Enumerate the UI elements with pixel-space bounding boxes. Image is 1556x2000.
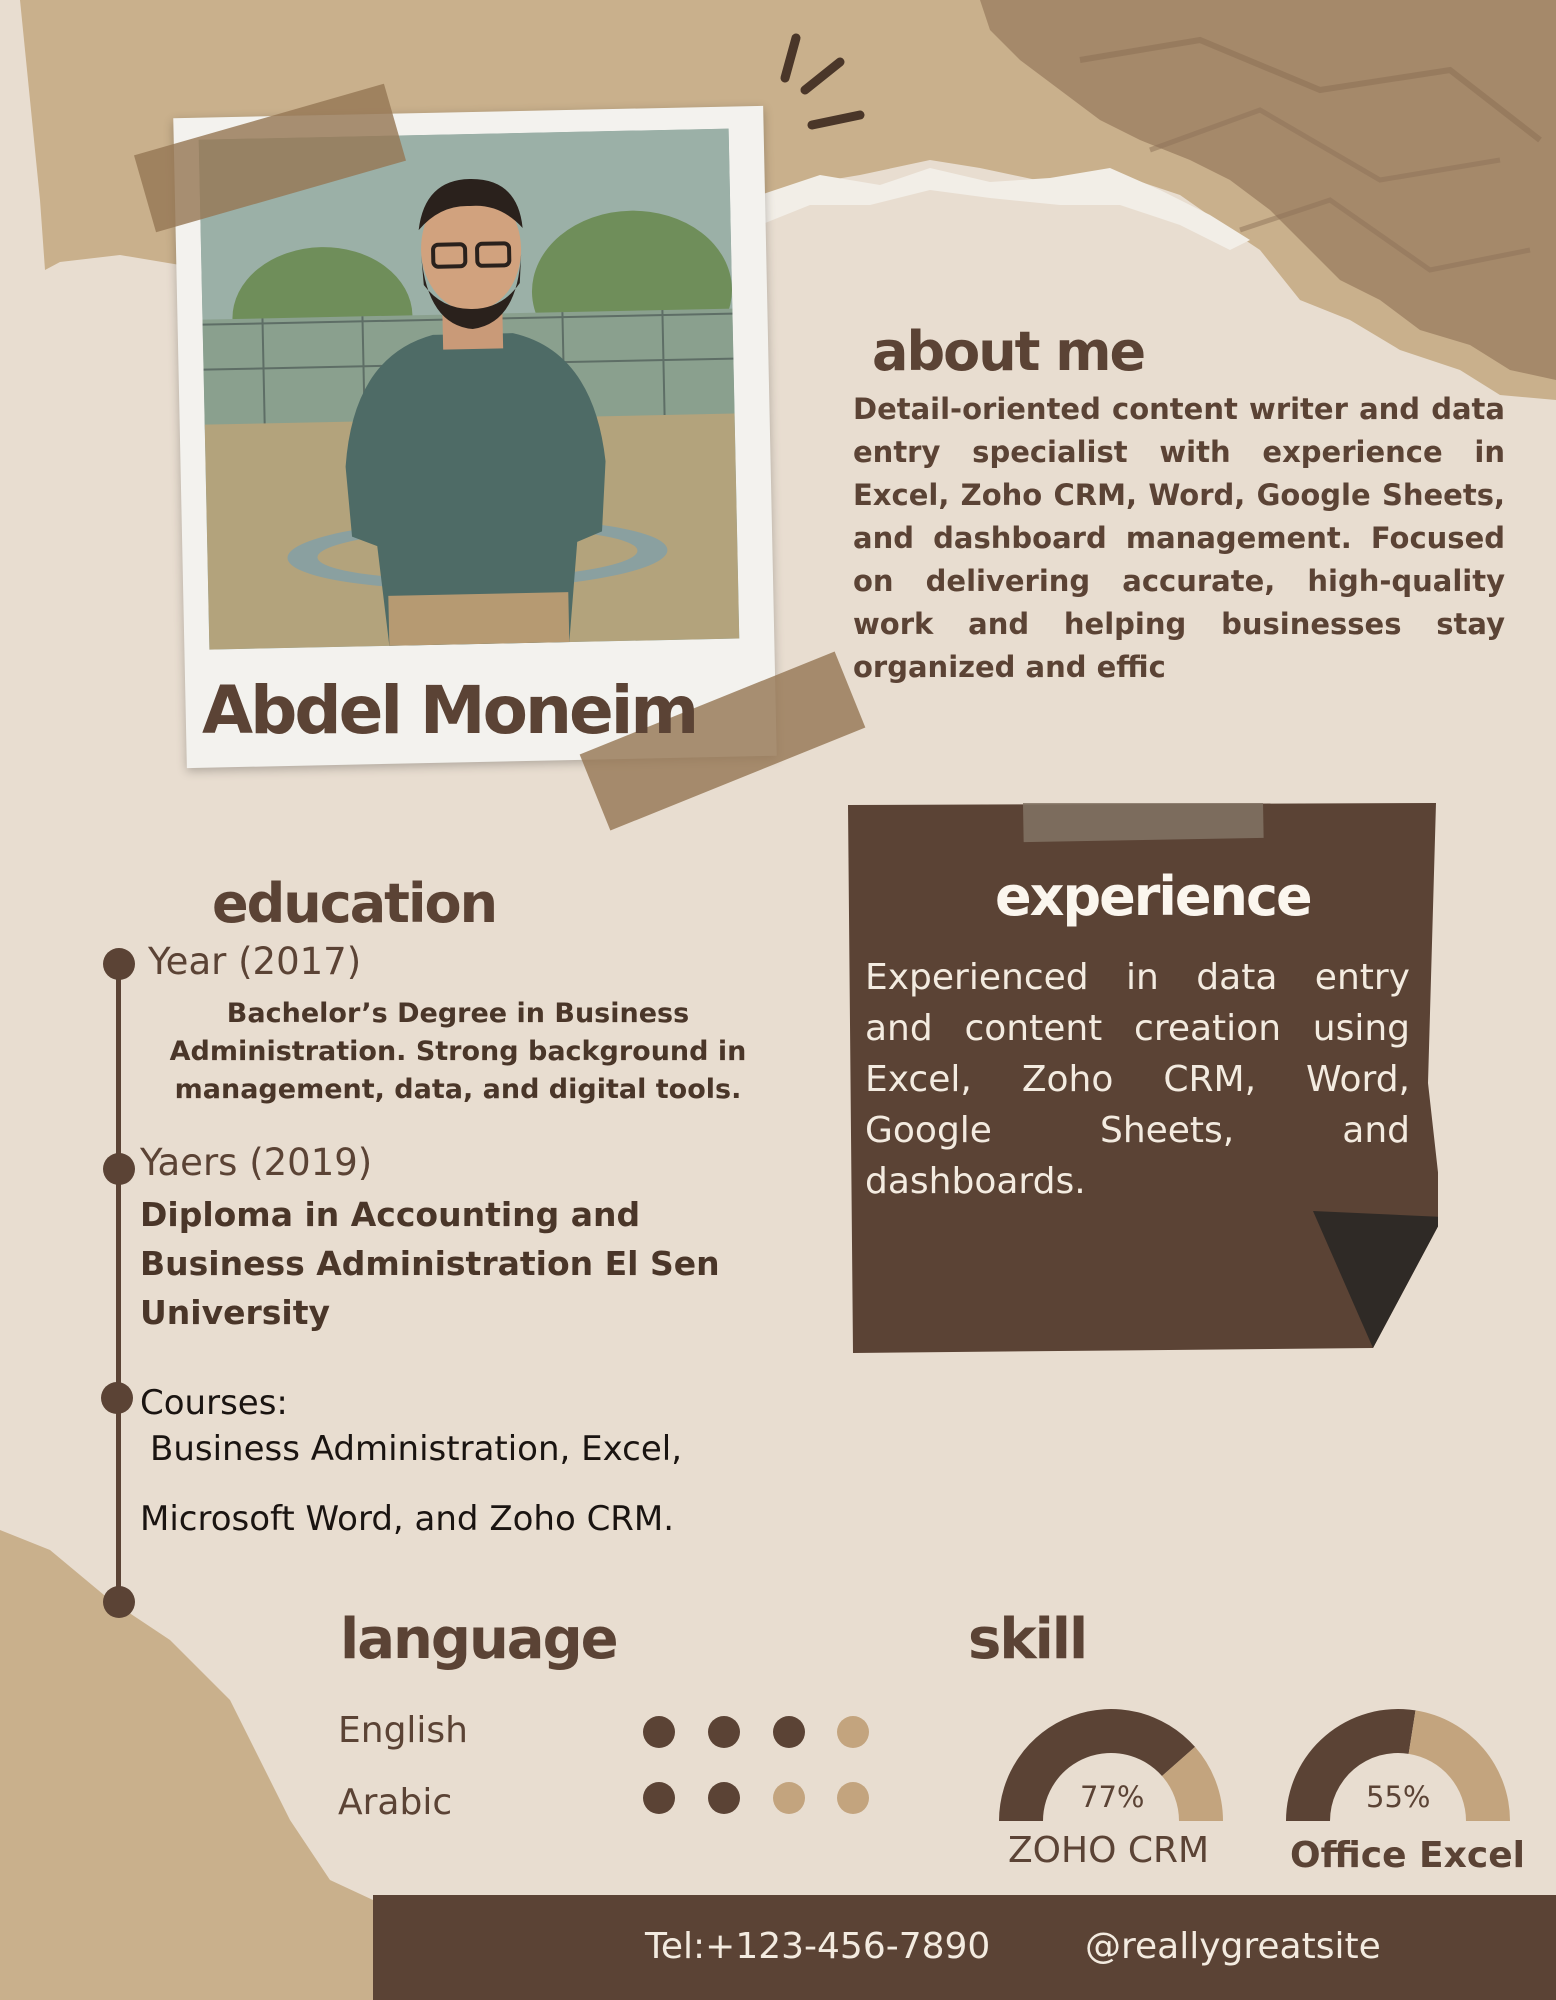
education-year-2: Yaers (2019): [140, 1141, 373, 1184]
profile-photo: [199, 129, 740, 650]
skill-label-zoho: ZOHO CRM: [1008, 1830, 1210, 1871]
courses-line-1: Business Administration, Excel,: [150, 1429, 683, 1469]
courses-line-2: Microsoft Word, and Zoho CRM.: [140, 1499, 675, 1539]
courses-block: [140, 1380, 780, 1542]
profile-polaroid: [173, 106, 776, 768]
language-dot: [773, 1716, 805, 1748]
skill-percent-zoho: 77%: [1080, 1780, 1145, 1814]
footer-phone: Tel:+123-456-7890: [645, 1926, 991, 1967]
footer-website: @reallygreatsite: [1085, 1926, 1381, 1967]
skill-percent-excel: 55%: [1366, 1780, 1431, 1814]
timeline-dot: [103, 1153, 135, 1185]
language-title: language: [340, 1607, 617, 1672]
experience-title: experience: [995, 865, 1311, 928]
language-dot: [837, 1782, 869, 1814]
language-dot: [643, 1782, 675, 1814]
about-text: Detail-oriented content writer and data entry specialist with experience in Excel, Zoho CRM, Word, Google Sheets, and dashboard management. Focused on delivering accurate, high-quality work and helping businesses stay organized and effic: [853, 392, 1505, 684]
education-year-1: Year (2017): [148, 940, 362, 983]
language-dot: [708, 1716, 740, 1748]
language-name-arabic: Arabic: [338, 1782, 453, 1823]
skill-title: skill: [968, 1607, 1087, 1672]
timeline-dot: [103, 1586, 135, 1618]
profile-name: Abdel Moneim: [202, 672, 697, 749]
about-title: about me: [872, 320, 1145, 383]
education-title: education: [212, 872, 497, 935]
language-name-english: English: [338, 1710, 468, 1751]
education-description-2: Diploma in Accounting and Business Administration El Sen University: [140, 1195, 720, 1332]
education-description-1: Bachelor’s Degree in Business Administration. Strong background in management, data, and digital tools.: [169, 998, 747, 1105]
language-dot: [643, 1716, 675, 1748]
language-dot: [708, 1782, 740, 1814]
language-dot: [773, 1782, 805, 1814]
timeline-dot: [101, 1382, 133, 1414]
timeline-dot: [103, 948, 135, 980]
skill-label-excel: Office Excel: [1290, 1835, 1525, 1876]
language-dot: [837, 1716, 869, 1748]
courses-label: Courses:: [140, 1383, 288, 1423]
experience-text: Experienced in data entry and content creation using Excel, Zoho CRM, Word, Google Sheets, and dashboards.: [865, 957, 1410, 1202]
